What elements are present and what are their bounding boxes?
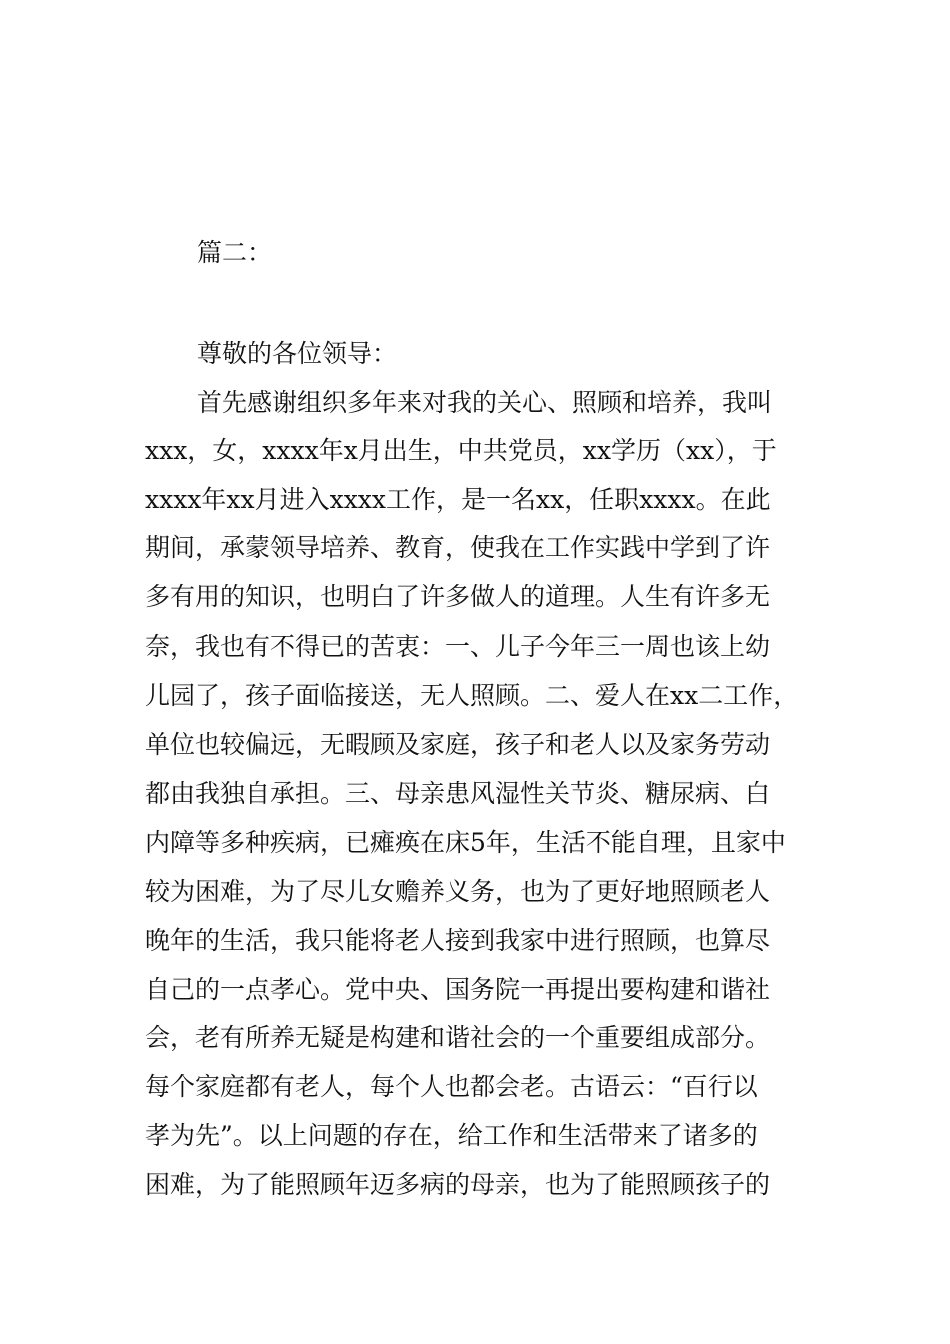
paragraph-line: 孝为先”。以上问题的存在，给工作和生活带来了诸多的 <box>145 1121 758 1150</box>
paragraph-line: 首先感谢组织多年来对我的关心、照顾和培养，我叫 <box>197 388 773 417</box>
paragraph-line: 多有用的知识，也明白了许多做人的道理。人生有许多无 <box>145 582 771 611</box>
paragraph-line: 晚年的生活，我只能将老人接到我家中进行照顾，也算尽 <box>145 926 771 955</box>
paragraph-line: 都由我独自承担。三、母亲患风湿性关节炎、糖尿病、白 <box>145 779 771 808</box>
paragraph-line: xxxx年xx月进入xxxx工作，是一名xx，任职xxxx。在此 <box>145 485 771 514</box>
paragraph-line: 内障等多种疾病，已瘫痪在床5年，生活不能自理，且家中 <box>145 828 786 857</box>
salutation: 尊敬的各位领导： <box>197 339 398 368</box>
paragraph-line: 期间，承蒙领导培养、教育，使我在工作实践中学到了许 <box>145 533 771 562</box>
paragraph-line: 自己的一点孝心。党中央、国务院一再提出要构建和谐社 <box>145 975 771 1004</box>
paragraph-line: 困难，为了能照顾年迈多病的母亲，也为了能照顾孩子的 <box>145 1170 771 1199</box>
paragraph-line: xxx，女，xxxx年x月出生，中共党员，xx学历（xx），于 <box>145 436 777 465</box>
paragraph-line: 奈，我也有不得已的苦衷：一、儿子今年三一周也该上幼 <box>145 632 771 661</box>
section-heading: 篇二： <box>197 238 273 267</box>
paragraph-line: 单位也较偏远，无暇顾及家庭，孩子和老人以及家务劳动 <box>145 730 771 759</box>
paragraph-line: 较为困难，为了尽儿女赡养义务，也为了更好地照顾老人 <box>145 877 771 906</box>
paragraph-line: 每个家庭都有老人，每个人也都会老。古语云：“百行以 <box>145 1072 758 1101</box>
paragraph-line: 会，老有所养无疑是构建和谐社会的一个重要组成部分。 <box>145 1023 771 1052</box>
paragraph-line: 儿园了，孩子面临接送，无人照顾。二、爱人在xx二工作， <box>145 681 799 710</box>
